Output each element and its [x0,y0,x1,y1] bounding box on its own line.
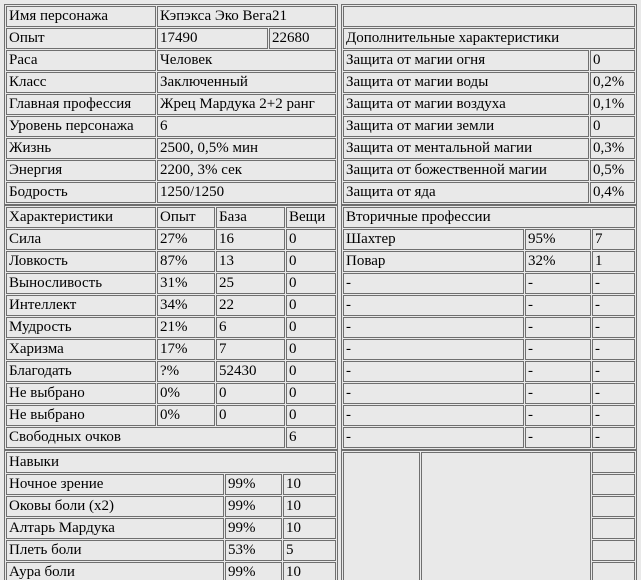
stat-items: 0 [286,317,336,338]
stat-items: 0 [286,383,336,404]
stat-exp: 31% [157,273,215,294]
profession-level: - [592,339,635,360]
table-row [343,160,635,181]
stat-name: Сила [6,229,156,250]
profession-name: - [343,295,524,316]
left-column [4,4,338,580]
table-row [6,317,336,338]
stat-name: Не выбрано [6,405,156,426]
table-row [343,138,635,159]
defense-label: Защита от яда [343,182,589,203]
table-row [343,94,635,115]
info-label: Класс [6,72,156,93]
stat-base: 16 [216,229,285,250]
profession-percent: - [525,427,591,448]
defense-label: Защита от ментальной магии [343,138,589,159]
info-label: Имя персонажа [6,6,156,27]
stat-exp: 0% [157,405,215,426]
stat-exp: 17% [157,339,215,360]
table-row [6,229,336,250]
skill-level: 10 [283,518,336,539]
profession-level: - [592,427,635,448]
profession-name: - [343,361,524,382]
table-row [6,273,336,294]
free-points-value: 6 [286,427,336,448]
stat-items: 0 [286,273,336,294]
stat-name: Не выбрано [6,383,156,404]
stats-header-exp: Опыт [157,207,215,228]
stat-items: 0 [286,229,336,250]
stat-base: 0 [216,383,285,404]
table-row [6,540,336,561]
table-row [6,474,336,495]
main-profession-value: Жрец Мардука 2+2 ранг [157,94,336,115]
experience-current: 17490 [157,28,268,49]
info-label: Жизнь [6,138,156,159]
life-value: 2500, 0,5% мин [157,138,336,159]
table-row [343,405,635,426]
defense-value: 0,5% [590,160,635,181]
professions-header: Вторичные профессии [343,207,635,228]
empty-cell [592,518,635,539]
character-info-table [4,4,338,205]
table-row [343,50,635,71]
skill-percent: 99% [225,518,282,539]
defense-value: 0 [590,50,635,71]
profession-level: - [592,383,635,404]
stat-base: 13 [216,251,285,272]
table-row [343,339,635,360]
stat-items: 0 [286,339,336,360]
extra-header: Дополнительные характеристики [343,28,635,49]
stat-base: 6 [216,317,285,338]
table-row [343,383,635,404]
stat-base: 22 [216,295,285,316]
stat-base: 25 [216,273,285,294]
defense-value: 0,3% [590,138,635,159]
profession-percent: - [525,295,591,316]
profession-name: - [343,427,524,448]
stats-header-items: Вещи [286,207,336,228]
race-value: Человек [157,50,336,71]
table-row [343,361,635,382]
profession-level: 1 [592,251,635,272]
stat-exp: ?% [157,361,215,382]
defense-value: 0,2% [590,72,635,93]
skill-level: 10 [283,474,336,495]
skill-percent: 99% [225,496,282,517]
empty-cell [421,452,591,580]
table-row [343,317,635,338]
profession-level: - [592,295,635,316]
table-row [343,182,635,203]
stat-name: Благодать [6,361,156,382]
profession-name: - [343,273,524,294]
free-points-label: Свободных очков [6,427,285,448]
empty-cell [592,496,635,517]
table-row [343,427,635,448]
profession-name: Шахтер [343,229,524,250]
table-row [343,273,635,294]
profession-level: - [592,361,635,382]
stat-base: 52430 [216,361,285,382]
empty-cell [592,562,635,580]
stats-header-name: Характеристики [6,207,156,228]
table-row [343,229,635,250]
info-label: Энергия [6,160,156,181]
defense-value: 0,4% [590,182,635,203]
stat-exp: 21% [157,317,215,338]
skill-name: Аура боли [6,562,224,580]
stat-name: Ловкость [6,251,156,272]
stat-name: Мудрость [6,317,156,338]
experience-next: 22680 [269,28,336,49]
defense-label: Защита от магии воздуха [343,94,589,115]
profession-percent: 95% [525,229,591,250]
skill-name: Плеть боли [6,540,224,561]
profession-name: - [343,317,524,338]
spacer-cell [343,6,635,27]
profession-percent: - [525,405,591,426]
stat-base: 7 [216,339,285,360]
skill-percent: 99% [225,562,282,580]
skill-name: Алтарь Мардука [6,518,224,539]
class-value: Заключенный [157,72,336,93]
profession-name: - [343,383,524,404]
profession-level: - [592,273,635,294]
skills-header: Навыки [6,452,336,473]
skill-level: 10 [283,496,336,517]
stats-table [4,205,338,450]
profession-percent: - [525,339,591,360]
empty-cell [343,452,420,580]
profession-percent: - [525,361,591,382]
stat-items: 0 [286,405,336,426]
table-row [6,496,336,517]
bottom-empty-table [341,450,637,580]
stat-name: Выносливость [6,273,156,294]
profession-percent: - [525,273,591,294]
table-row [343,251,635,272]
skill-level: 10 [283,562,336,580]
extra-characteristics-table [341,4,637,205]
stat-exp: 27% [157,229,215,250]
defense-value: 0 [590,116,635,137]
level-value: 6 [157,116,336,137]
table-row [6,295,336,316]
defense-label: Защита от магии земли [343,116,589,137]
table-row [6,518,336,539]
table-row [343,295,635,316]
profession-level: 7 [592,229,635,250]
defense-label: Защита от божественной магии [343,160,589,181]
table-row [6,383,336,404]
table-row [343,72,635,93]
skill-percent: 53% [225,540,282,561]
table-row [6,562,336,580]
stat-items: 0 [286,361,336,382]
defense-label: Защита от магии огня [343,50,589,71]
stats-header-base: База [216,207,285,228]
stat-exp: 34% [157,295,215,316]
right-column [341,4,637,580]
profession-name: Повар [343,251,524,272]
stat-exp: 87% [157,251,215,272]
energy-value: 2200, 3% сек [157,160,336,181]
empty-cell [592,474,635,495]
profession-percent: - [525,383,591,404]
profession-percent: - [525,317,591,338]
profession-level: - [592,317,635,338]
profession-name: - [343,405,524,426]
info-label: Бодрость [6,182,156,203]
stat-items: 0 [286,295,336,316]
vigor-value: 1250/1250 [157,182,336,203]
skill-percent: 99% [225,474,282,495]
stat-base: 0 [216,405,285,426]
table-row [343,116,635,137]
info-label: Уровень персонажа [6,116,156,137]
empty-cell [592,540,635,561]
stat-name: Интеллект [6,295,156,316]
table-row [6,339,336,360]
info-label: Главная профессия [6,94,156,115]
profession-name: - [343,339,524,360]
info-label: Опыт [6,28,156,49]
secondary-professions-table [341,205,637,450]
info-label: Раса [6,50,156,71]
skill-level: 5 [283,540,336,561]
stat-name: Харизма [6,339,156,360]
defense-label: Защита от магии воды [343,72,589,93]
profession-level: - [592,405,635,426]
skills-table [4,450,338,580]
defense-value: 0,1% [590,94,635,115]
skill-name: Ночное зрение [6,474,224,495]
profession-percent: 32% [525,251,591,272]
character-name: Кэпэкса Эко Вега21 [157,6,336,27]
table-row [6,405,336,426]
table-row [6,251,336,272]
empty-cell [592,452,635,473]
stat-items: 0 [286,251,336,272]
stat-exp: 0% [157,383,215,404]
skill-name: Оковы боли (x2) [6,496,224,517]
table-row [6,361,336,382]
